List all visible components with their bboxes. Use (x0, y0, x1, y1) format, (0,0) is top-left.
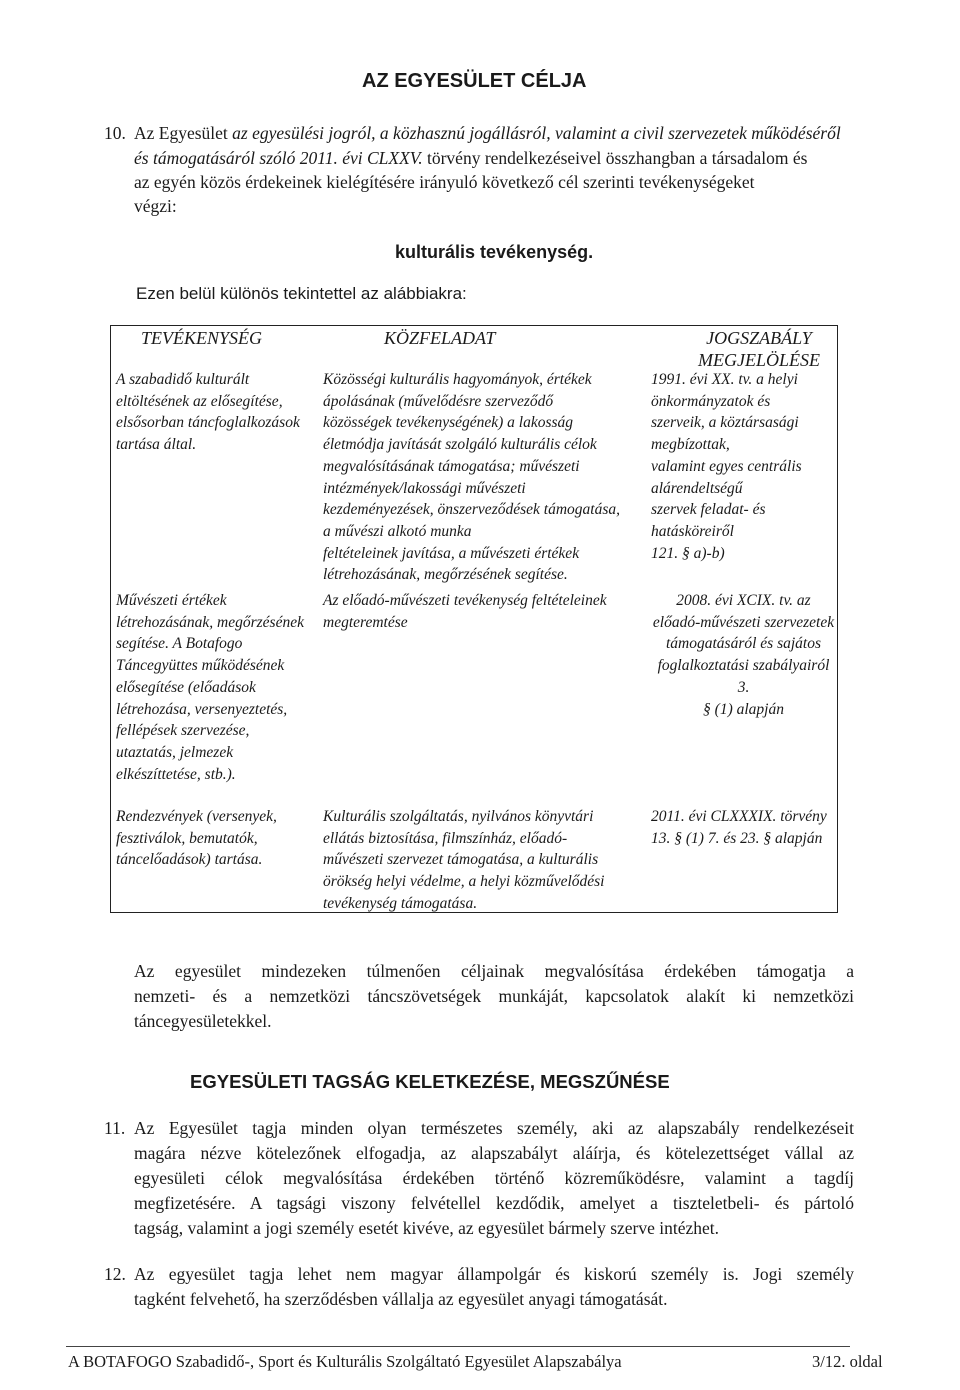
text-line: Az előadó-művészeti tevékenység feltételeinek (323, 592, 607, 609)
row3-legal-ref (651, 806, 836, 849)
text-line: egyesületi célok megvalósítása érdekében történő közreműködésre, valamint a tagdíj (134, 1168, 854, 1188)
text-line: utaztatás, jelmezek (116, 743, 234, 761)
closing-paragraph (134, 959, 854, 1034)
text-line: előadó-művészeti szervezetek (652, 613, 835, 631)
section-heading: AZ EGYESÜLET CÉLJA (362, 70, 587, 92)
row2-legal-ref (651, 590, 836, 720)
text-line: foglalkoztatási szabályairól 3. (657, 657, 830, 696)
text-line: nemzeti- és a nemzetközi táncszövetségek munkáját, kapcsolatok alakít ki nemzetközi (134, 986, 854, 1006)
text-line: Táncegyüttes működésének (116, 657, 285, 675)
text-line: 13. § (1) 7. és 23. § alapján (651, 829, 823, 847)
text-line: A szabadidő kulturált (116, 371, 250, 388)
row2-public-task (323, 590, 643, 633)
text-line: művészeti szervezet támogatása, a kulturális (323, 851, 599, 869)
text-line: 1991. évi XX. tv. a helyi (651, 371, 798, 388)
intro-line: Ezen belül különös tekintettel az alábbiakra: (136, 284, 467, 303)
text-line: valamint egyes centrális (651, 457, 802, 475)
paragraph-12 (134, 1262, 854, 1312)
text-line: táncelőadások) tartása. (116, 851, 263, 869)
text-line: táncegyesületekkel. (134, 1011, 272, 1031)
footer-title: A BOTAFOGO Szabadidő-, Sport és Kulturális Szolgáltató Egyesület Alapszabálya (68, 1352, 622, 1371)
text-line: létrehozása, versenyeztetés, (116, 700, 288, 718)
text-line: Kulturális szolgáltatás, nyilvános könyvtári (323, 808, 594, 825)
paragraph-10-line-1: Az Egyesület az egyesülési jogról, a közhasznú jogállásról, valamint a civil szervezetek működéséről (134, 123, 841, 143)
text-line: magára nézve kötelezőnek elfogadja, az alapszabályt aláírja, és kötelezettséget vállal az (134, 1143, 854, 1163)
text-line: segítése. A Botafogo (116, 635, 243, 653)
paragraph-11 (134, 1116, 854, 1241)
text-line: Közösségi kulturális hagyományok, értékek (323, 371, 592, 388)
row3-activity (116, 806, 316, 871)
text-line: önkormányzatok és (651, 392, 771, 410)
text-line: elkészíttetése, stb.). (116, 765, 236, 783)
text-line: eltöltésének az elősegítése, (116, 392, 283, 410)
text-line: alárendeltségű (651, 479, 743, 497)
text-line: intézmények/lakossági művészeti (323, 479, 526, 497)
text-line: megfizetésére. A tagsági viszony felvétellel kezdődik, amelyet a tiszteletbeli- és pártoló (134, 1193, 854, 1213)
text-line: tartása által. (116, 436, 197, 454)
membership-heading: EGYESÜLETI TAGSÁG KELETKEZÉSE, MEGSZŰNÉSE (190, 1071, 670, 1092)
text-line: elsősorban táncfoglalkozások (116, 414, 300, 432)
text-line: szerveik, a köztársasági (651, 414, 799, 432)
text-line: ápolásának (művelődésre szerveződő (323, 392, 554, 410)
paragraph-10-line-2: és támogatásáról szóló 2011. évi CLXXV. törvény rendelkezéseivel összhangban a társadalom és (134, 148, 808, 168)
text-line: Az egyesület mindezeken túlmenően céljainak megvalósítása érdekében támogatja a (134, 961, 854, 981)
paragraph-10-line-3: az egyén közös érdekeinek kielégítésére irányuló következő cél szerinti tevékenységeket (134, 172, 755, 192)
table-header-legal-ref: JOGSZABÁLY MEGJELÖLÉSE (698, 328, 820, 370)
text-line: kezdeményezések, önszerveződések támogatása, (323, 501, 620, 519)
paragraph-number-12: 12. (104, 1264, 126, 1284)
text-line: ellátás biztosítása, filmszínház, előadó- (323, 829, 568, 847)
text-line: közösségek tevékenységének) a lakosság (323, 414, 574, 432)
row3-public-task (323, 806, 643, 915)
text-line: 121. § a)-b) (651, 544, 725, 562)
table-header-activity: TEVÉKENYSÉG (141, 328, 263, 348)
paragraph-number-10: 10. (104, 123, 126, 143)
text-line: 2008. évi XCIX. tv. az (676, 592, 811, 609)
text-line: 2011. évi CLXXXIX. törvény (651, 808, 827, 825)
text-line: tagként felvehető, ha szerződésben vállalja az egyesület anyagi támogatását. (134, 1289, 668, 1309)
text-line: Az Egyesület tagja minden olyan természetes személy, aki az alapszabály rendelkezéseit (134, 1118, 854, 1138)
text-line: szervek feladat- és hatásköreiről (651, 501, 766, 540)
text-line: megteremtése (323, 613, 408, 631)
row1-activity (116, 369, 316, 456)
paragraph-number-11: 11. (104, 1118, 126, 1138)
text-line: tevékenység támogatása. (323, 894, 478, 912)
footer-page-number: 3/12. oldal (812, 1352, 883, 1371)
row1-public-task (323, 369, 643, 586)
text-line: fellépések szervezése, (116, 722, 250, 740)
row1-legal-ref (651, 369, 836, 564)
table-header-public-task: KÖZFELADAT (384, 328, 496, 348)
text-line: § (1) alapján (703, 700, 784, 718)
text-line: életmódja javítását szolgáló kulturális célok (323, 436, 597, 454)
text-line: megbízottak, (651, 436, 730, 454)
text-line: támogatásáról és sajátos (665, 635, 821, 653)
activity-title: kulturális tevékenység. (395, 242, 594, 262)
text-line: Az egyesület tagja lehet nem magyar állampolgár és kiskorú személy is. Jogi személy (134, 1264, 854, 1284)
text-line: feltételeinek javítása, a művészeti értékek (323, 544, 580, 562)
footer-rule (66, 1346, 850, 1347)
text-line: örökség helyi védelme, a helyi közművelődési (323, 873, 605, 891)
text-line: létrehozásának, megőrzésének segítése. (323, 566, 568, 584)
text-line: Rendezvények (versenyek, (116, 808, 277, 825)
text-line: Művészeti értékek (116, 592, 227, 609)
text-line: fesztiválok, bemutatók, (116, 829, 258, 847)
paragraph-10-line-4: végzi: (134, 196, 177, 216)
text-line: megvalósításának támogatása; művészeti (323, 457, 580, 475)
text-line: létrehozásának, megőrzésének (116, 613, 304, 631)
text-line: tagság, valamint a jogi személy esetét kivéve, az egyesület bármely szerve intézhet. (134, 1218, 720, 1238)
row2-activity (116, 590, 316, 785)
text-line: a művészi alkotó munka (323, 522, 472, 540)
text-line: elősegítése (előadások (116, 678, 256, 696)
